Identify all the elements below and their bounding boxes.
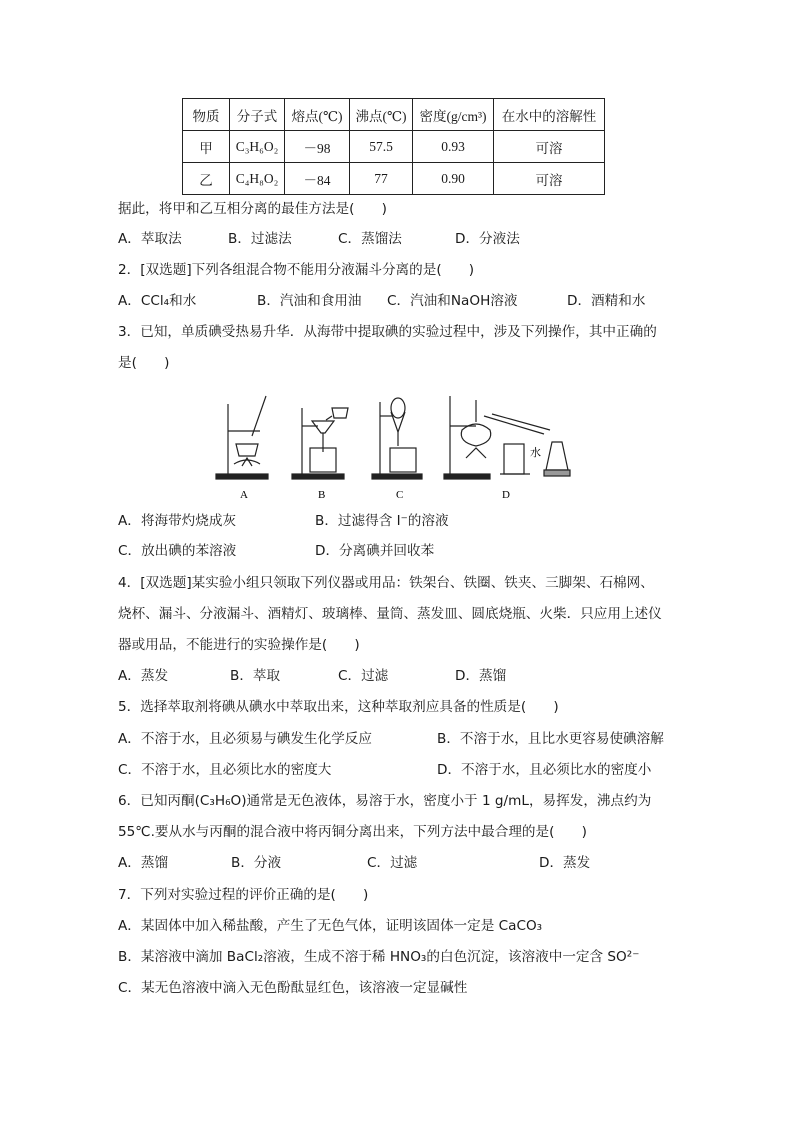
q6-option-b: B．分液 [231, 855, 282, 871]
q3-option-a: A．将海带灼烧成灰 [118, 513, 237, 529]
table-cell: －98 [285, 131, 350, 163]
q5-option-d: D．不溶于水，且必须比水的密度小 [437, 762, 652, 778]
header-cell: 物质 [183, 99, 230, 131]
table-cell: 77 [350, 163, 413, 195]
q4-stem-line1: 4．[双选题]某实验小组只领取下列仪器或用品：铁架台、铁圈、铁夹、三脚架、石棉网、 [118, 575, 654, 591]
q6-option-a: A．蒸馏 [118, 855, 169, 871]
table-row [183, 131, 605, 163]
q3-stem-line2: 是( ) [118, 355, 170, 371]
q7-option-a: A．某固体中加入稀盐酸，产生了无色气体，证明该固体一定是 CaCO₃ [118, 918, 543, 934]
q1-option-d: D．分液法 [455, 231, 520, 247]
table-cell: 甲 [183, 131, 230, 163]
table-row [183, 163, 605, 195]
q3-stem-line1: 3．已知，单质碘受热易升华．从海带中提取碘的实验过程中，涉及下列操作，其中正确的 [118, 324, 657, 340]
apparatus-figure [214, 386, 584, 504]
q4-option-d: D．蒸馏 [455, 668, 507, 684]
table-cell: 可溶 [494, 163, 605, 195]
q6-stem-line2: 55℃.要从水与丙酮的混合液中将丙铜分离出来，下列方法中最合理的是( ) [118, 824, 587, 840]
header-cell: 熔点(℃) [285, 99, 350, 131]
table-cell: 乙 [183, 163, 230, 195]
header-cell: 沸点(℃) [350, 99, 413, 131]
q2-stem: 2．[双选题]下列各组混合物不能用分液漏斗分离的是( ) [118, 262, 475, 278]
q6-option-c: C．过滤 [367, 855, 418, 871]
q5-option-a: A．不溶于水，且必须易与碘发生化学反应 [118, 731, 372, 747]
apparatus-b-icon [292, 408, 348, 479]
q4-stem-line2: 烧杯、漏斗、分液漏斗、酒精灯、玻璃棒、量筒、蒸发皿、圆底烧瓶、火柴．只应用上述仪 [118, 606, 662, 622]
header-cell: 分子式 [230, 99, 285, 131]
table-cell: 可溶 [494, 131, 605, 163]
q5-option-c: C．不溶于水，且必须比水的密度大 [118, 762, 332, 778]
table-cell: 0.93 [413, 131, 494, 163]
q3-option-b: B．过滤得含 I⁻的溶液 [315, 513, 449, 529]
table-cell: C₄H₈O₂ [230, 163, 285, 195]
q1-option-b: B．过滤法 [228, 231, 292, 247]
apparatus-a-icon [216, 396, 268, 479]
q4-option-c: C．过滤 [338, 668, 389, 684]
q2-option-a: A．CCl₄和水 [118, 293, 197, 309]
properties-table [182, 98, 605, 195]
q6-option-d: D．蒸发 [539, 855, 591, 871]
table-cell: 57.5 [350, 131, 413, 163]
q3-option-c: C．放出碘的苯溶液 [118, 543, 237, 559]
figure-label-c: C [396, 489, 404, 501]
apparatus-c-icon [372, 398, 422, 479]
q1-option-a: A．萃取法 [118, 231, 182, 247]
header-cell: 密度(g/cm³) [413, 99, 494, 131]
q4-stem-line3: 器或用品，不能进行的实验操作是( ) [118, 637, 360, 653]
figure-label-a: A [240, 489, 248, 501]
figure-label-d: D [502, 489, 510, 501]
q1-option-c: C．蒸馏法 [338, 231, 402, 247]
q5-stem: 5．选择萃取剂将碘从碘水中萃取出来，这种萃取剂应具备的性质是( ) [118, 699, 559, 715]
table-cell: C₃H₆O₂ [230, 131, 285, 163]
q4-option-a: A．蒸发 [118, 668, 169, 684]
q3-option-d: D．分离碘并回收苯 [315, 543, 435, 559]
table-cell: 0.90 [413, 163, 494, 195]
figure-label-b: B [318, 489, 326, 501]
q7-option-b: B．某溶液中滴加 BaCl₂溶液，生成不溶于稀 HNO₃的白色沉淀，该溶液中一定含 SO²⁻ [118, 949, 640, 965]
q7-stem: 7．下列对实验过程的评价正确的是( ) [118, 887, 369, 903]
q1-stem: 据此，将甲和乙互相分离的最佳方法是( ) [118, 201, 387, 217]
q5-option-b: B．不溶于水，且比水更容易使碘溶解 [437, 731, 664, 747]
q7-option-c: C．某无色溶液中滴入无色酚酞显红色，该溶液一定显碱性 [118, 980, 468, 996]
header-cell: 在水中的溶解性 [494, 99, 605, 131]
table-header-row [183, 99, 605, 131]
q2-option-c: C．汽油和NaOH溶液 [387, 293, 518, 309]
q2-option-d: D．酒精和水 [567, 293, 646, 309]
figure-water-label: 水 [530, 446, 541, 459]
q4-option-b: B．萃取 [230, 668, 281, 684]
table-cell: －84 [285, 163, 350, 195]
q6-stem-line1: 6．已知丙酮(C₃H₆O)通常是无色液体，易溶于水，密度小于 1 g/mL，易挥发，沸点约为 [118, 793, 652, 809]
apparatus-d-icon [444, 396, 570, 479]
q2-option-b: B．汽油和食用油 [257, 293, 362, 309]
